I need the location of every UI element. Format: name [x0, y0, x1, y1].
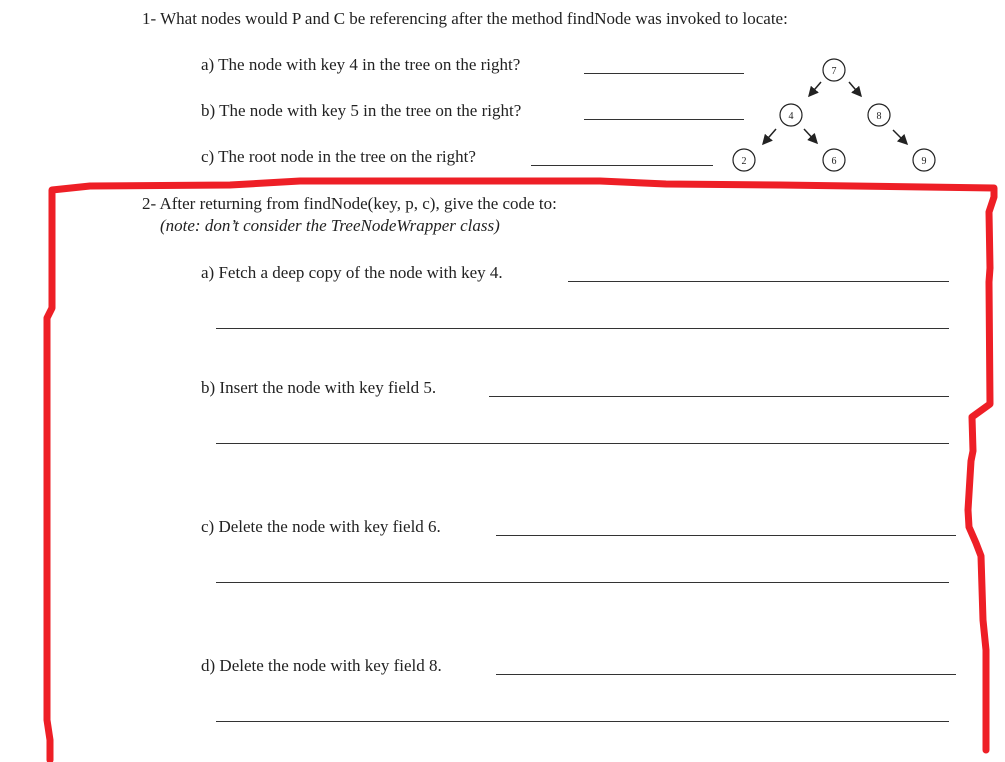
question-1b: b) The node with key 5 in the tree on the right?: [201, 101, 522, 120]
node-label: 8: [876, 111, 882, 122]
answer-line-2a-1[interactable]: [568, 281, 949, 282]
answer-line-2d-1[interactable]: [496, 674, 956, 675]
answer-line-2c-2[interactable]: [216, 582, 949, 583]
answer-line-2c-1[interactable]: [496, 535, 956, 536]
question-2-title: 2- After returning from findNode(key, p, c), give the code to:: [142, 194, 557, 213]
question-1-title: 1- What nodes would P and C be referencing after the method findNode was invoked to locate:: [142, 9, 788, 28]
node-label: 7: [831, 66, 837, 77]
node-label: 6: [831, 156, 837, 167]
node-label: 4: [788, 111, 794, 122]
question-2d: d) Delete the node with key field 8.: [201, 656, 442, 675]
answer-line-2b-2[interactable]: [216, 443, 949, 444]
answer-line-2a-2[interactable]: [216, 328, 949, 329]
answer-line-2b-1[interactable]: [489, 396, 949, 397]
question-1a: a) The node with key 4 in the tree on the right?: [201, 55, 521, 74]
node-label: 9: [921, 156, 927, 167]
question-2b: b) Insert the node with key field 5.: [201, 378, 437, 397]
question-2a: a) Fetch a deep copy of the node with key 4.: [201, 263, 503, 282]
question-1c: c) The root node in the tree on the right?: [201, 147, 476, 166]
answer-line-2d-2[interactable]: [216, 721, 949, 722]
node-label: 2: [741, 156, 747, 167]
question-2c: c) Delete the node with key field 6.: [201, 517, 441, 536]
question-2-note: (note: don’t consider the TreeNodeWrapper class): [160, 216, 500, 235]
